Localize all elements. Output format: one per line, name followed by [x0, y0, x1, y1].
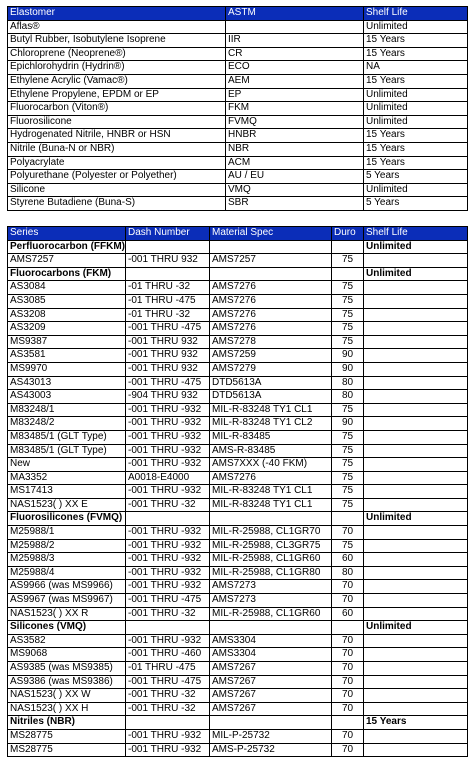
material-spec-cell: AMS7276: [210, 308, 332, 322]
duro-cell: 75: [332, 281, 364, 295]
series-cell: M83248/1: [8, 403, 126, 417]
table-row: [8, 88, 468, 102]
material-spec-cell: AMS7273: [210, 594, 332, 608]
shelf-life-cell: [364, 444, 468, 458]
section-row: [8, 267, 468, 281]
table-row: [8, 553, 468, 567]
series-cell: NAS1523( ) XX E: [8, 498, 126, 512]
shelf-life-cell: Unlimited: [364, 621, 468, 635]
table-row: [8, 281, 468, 295]
shelf-life-cell: [364, 254, 468, 268]
dash-number-cell: -001 THRU -32: [126, 498, 210, 512]
shelf-life-cell: [364, 349, 468, 363]
material-spec-cell: [210, 267, 332, 281]
dash-number-cell: -01 THRU -475: [126, 294, 210, 308]
table-row: [8, 362, 468, 376]
duro-cell: 70: [332, 729, 364, 743]
shelf-life-cell: [364, 281, 468, 295]
material-spec-cell: [210, 621, 332, 635]
material-spec-cell: MIL-R-25988, CL1GR60: [210, 553, 332, 567]
series-cell: Nitriles (NBR): [8, 716, 126, 730]
series-cell: MS9068: [8, 648, 126, 662]
duro-cell: 60: [332, 607, 364, 621]
table-row: [8, 61, 468, 75]
series-cell: AS9385 (was MS9385): [8, 662, 126, 676]
table-row: [8, 471, 468, 485]
elastomer-cell: Polyurethane (Polyester or Polyether): [8, 170, 226, 184]
material-spec-cell: MIL-R-83248 TY1 CL1: [210, 403, 332, 417]
shelf-life-cell: [364, 743, 468, 757]
elastomer-cell: Aflas®: [8, 20, 226, 34]
material-spec-cell: AMS7276: [210, 322, 332, 336]
material-spec-cell: MIL-R-83248 TY1 CL1: [210, 498, 332, 512]
dash-number-cell: -001 THRU 932: [126, 349, 210, 363]
dash-number-cell: -001 THRU -932: [126, 553, 210, 567]
table-row: [8, 607, 468, 621]
series-cell: AS3084: [8, 281, 126, 295]
shelf-life-cell: [364, 729, 468, 743]
shelf-life-cell: Unlimited: [364, 88, 468, 102]
series-cell: AS3209: [8, 322, 126, 336]
material-spec-cell: DTD5613A: [210, 390, 332, 404]
dash-number-cell: -01 THRU -475: [126, 662, 210, 676]
table-row: [8, 675, 468, 689]
dash-number-cell: -001 THRU 932: [126, 362, 210, 376]
astm-cell: EP: [226, 88, 364, 102]
series-cell: AMS7257: [8, 254, 126, 268]
shelf-life-cell: [364, 335, 468, 349]
duro-cell: 75: [332, 335, 364, 349]
astm-cell: ACM: [226, 156, 364, 170]
shelf-life-cell: 15 Years: [364, 74, 468, 88]
material-spec-cell: MIL-R-83248 TY1 CL1: [210, 485, 332, 499]
duro-cell: 80: [332, 376, 364, 390]
table-row: [8, 115, 468, 129]
table-row: [8, 197, 468, 211]
astm-cell: FKM: [226, 102, 364, 116]
table-row: [8, 689, 468, 703]
duro-cell: 70: [332, 648, 364, 662]
shelf-life-cell: [364, 376, 468, 390]
shelf-life-cell: [364, 553, 468, 567]
astm-cell: IIR: [226, 34, 364, 48]
duro-cell: 60: [332, 553, 364, 567]
dash-number-cell: -001 THRU -932: [126, 539, 210, 553]
table-row: [8, 485, 468, 499]
elastomer-table-body: [8, 7, 468, 211]
series-cell: M25988/1: [8, 526, 126, 540]
column-header: Elastomer: [8, 7, 226, 21]
dash-number-cell: -001 THRU -475: [126, 675, 210, 689]
dash-number-cell: -001 THRU -932: [126, 526, 210, 540]
material-spec-cell: AMS7267: [210, 702, 332, 716]
table-row: [8, 170, 468, 184]
dash-number-cell: -001 THRU -932: [126, 444, 210, 458]
series-cell: M25988/3: [8, 553, 126, 567]
series-cell: NAS1523( ) XX H: [8, 702, 126, 716]
material-spec-cell: [210, 240, 332, 254]
dash-number-cell: -001 THRU -932: [126, 417, 210, 431]
duro-cell: 90: [332, 417, 364, 431]
table-row: [8, 34, 468, 48]
material-spec-cell: [210, 716, 332, 730]
dash-number-cell: -001 THRU -460: [126, 648, 210, 662]
dash-number-cell: -001 THRU -932: [126, 458, 210, 472]
shelf-life-cell: 15 Years: [364, 716, 468, 730]
duro-cell: 80: [332, 390, 364, 404]
shelf-life-cell: 5 Years: [364, 197, 468, 211]
dash-number-cell: -001 THRU -932: [126, 403, 210, 417]
table-row: [8, 403, 468, 417]
duro-cell: [332, 267, 364, 281]
table-row: [8, 308, 468, 322]
dash-number-cell: -001 THRU -932: [126, 566, 210, 580]
astm-cell: AEM: [226, 74, 364, 88]
shelf-life-cell: [364, 648, 468, 662]
elastomer-shelf-life-table: [7, 6, 468, 211]
duro-cell: 70: [332, 580, 364, 594]
duro-cell: 75: [332, 458, 364, 472]
section-row: [8, 621, 468, 635]
series-cell: MS9387: [8, 335, 126, 349]
astm-cell: ECO: [226, 61, 364, 75]
shelf-life-cell: [364, 458, 468, 472]
duro-cell: [332, 621, 364, 635]
shelf-life-cell: Unlimited: [364, 267, 468, 281]
dash-number-cell: [126, 716, 210, 730]
shelf-life-cell: Unlimited: [364, 183, 468, 197]
material-spec-cell: MIL-R-25988, CL3GR75: [210, 539, 332, 553]
series-cell: AS9967 (was MS9967): [8, 594, 126, 608]
duro-cell: 75: [332, 444, 364, 458]
material-spec-cell: AMS7273: [210, 580, 332, 594]
dash-number-cell: -001 THRU -932: [126, 430, 210, 444]
shelf-life-cell: Unlimited: [364, 102, 468, 116]
elastomer-cell: Polyacrylate: [8, 156, 226, 170]
duro-cell: 90: [332, 349, 364, 363]
dash-number-cell: -001 THRU -932: [126, 580, 210, 594]
shelf-life-cell: [364, 308, 468, 322]
series-cell: Fluorocarbons (FKM): [8, 267, 126, 281]
series-spec-table: [7, 226, 468, 757]
series-cell: AS3581: [8, 349, 126, 363]
dash-number-cell: -001 THRU 932: [126, 335, 210, 349]
material-spec-cell: MIL-R-25988, CL1GR60: [210, 607, 332, 621]
dash-number-cell: [126, 267, 210, 281]
material-spec-cell: AMS-P-25732: [210, 743, 332, 757]
material-spec-cell: MIL-R-25988, CL1GR70: [210, 526, 332, 540]
table-row: [8, 662, 468, 676]
series-header-row: [8, 227, 468, 241]
series-cell: MS9970: [8, 362, 126, 376]
shelf-life-cell: [364, 594, 468, 608]
duro-cell: 75: [332, 539, 364, 553]
shelf-life-cell: [364, 498, 468, 512]
material-spec-cell: AMS7276: [210, 294, 332, 308]
series-cell: AS9966 (was MS9966): [8, 580, 126, 594]
shelf-life-cell: [364, 689, 468, 703]
astm-cell: AU / EU: [226, 170, 364, 184]
material-spec-cell: AMS-R-83485: [210, 444, 332, 458]
series-cell: MA3352: [8, 471, 126, 485]
table-row: [8, 580, 468, 594]
duro-cell: 75: [332, 471, 364, 485]
elastomer-cell: Ethylene Propylene, EPDM or EP: [8, 88, 226, 102]
table-row: [8, 417, 468, 431]
dash-number-cell: -01 THRU -32: [126, 281, 210, 295]
column-header: Dash Number: [126, 227, 210, 241]
table-row: [8, 183, 468, 197]
series-cell: MS17413: [8, 485, 126, 499]
series-cell: Silicones (VMQ): [8, 621, 126, 635]
column-header: Shelf Life: [364, 7, 468, 21]
table-row: [8, 376, 468, 390]
elastomer-cell: Hydrogenated Nitrile, HNBR or HSN: [8, 129, 226, 143]
table-row: [8, 47, 468, 61]
shelf-life-cell: 15 Years: [364, 156, 468, 170]
elastomer-cell: Ethylene Acrylic (Vamac®): [8, 74, 226, 88]
table-row: [8, 444, 468, 458]
series-cell: AS3208: [8, 308, 126, 322]
shelf-life-cell: NA: [364, 61, 468, 75]
table-row: [8, 254, 468, 268]
shelf-life-cell: [364, 526, 468, 540]
table-row: [8, 102, 468, 116]
shelf-life-cell: [364, 702, 468, 716]
elastomer-cell: Fluorosilicone: [8, 115, 226, 129]
series-cell: Fluorosilicones (FVMQ): [8, 512, 126, 526]
material-spec-cell: MIL-R-83485: [210, 430, 332, 444]
material-spec-cell: DTD5613A: [210, 376, 332, 390]
table-row: [8, 294, 468, 308]
material-spec-cell: MIL-R-25988, CL1GR80: [210, 566, 332, 580]
duro-cell: 70: [332, 526, 364, 540]
shelf-life-cell: [364, 471, 468, 485]
table-row: [8, 74, 468, 88]
column-header: Duro: [332, 227, 364, 241]
duro-cell: 70: [332, 743, 364, 757]
series-cell: AS9386 (was MS9386): [8, 675, 126, 689]
duro-cell: 75: [332, 430, 364, 444]
series-cell: NAS1523( ) XX R: [8, 607, 126, 621]
shelf-life-cell: Unlimited: [364, 20, 468, 34]
dash-number-cell: -001 THRU -932: [126, 634, 210, 648]
table-row: [8, 634, 468, 648]
material-spec-cell: AMS3304: [210, 648, 332, 662]
dash-number-cell: -001 THRU -932: [126, 743, 210, 757]
column-header: ASTM: [226, 7, 364, 21]
shelf-life-cell: 5 Years: [364, 170, 468, 184]
series-cell: M25988/4: [8, 566, 126, 580]
shelf-life-cell: 15 Years: [364, 34, 468, 48]
duro-cell: 70: [332, 689, 364, 703]
duro-cell: 75: [332, 254, 364, 268]
material-spec-cell: AMS7257: [210, 254, 332, 268]
duro-cell: 75: [332, 322, 364, 336]
material-spec-cell: MIL-P-25732: [210, 729, 332, 743]
duro-cell: 75: [332, 485, 364, 499]
material-spec-cell: AMS3304: [210, 634, 332, 648]
shelf-life-cell: [364, 634, 468, 648]
astm-cell: NBR: [226, 142, 364, 156]
material-spec-cell: AMS7XXX (-40 FKM): [210, 458, 332, 472]
series-cell: M83485/1 (GLT Type): [8, 444, 126, 458]
shelf-life-cell: [364, 362, 468, 376]
shelf-life-cell: 15 Years: [364, 129, 468, 143]
shelf-life-cell: 15 Years: [364, 47, 468, 61]
series-cell: New: [8, 458, 126, 472]
duro-cell: 70: [332, 634, 364, 648]
table-row: [8, 349, 468, 363]
duro-cell: 90: [332, 362, 364, 376]
shelf-life-cell: [364, 607, 468, 621]
shelf-life-cell: [364, 580, 468, 594]
table-row: [8, 539, 468, 553]
series-cell: MS28775: [8, 743, 126, 757]
table-row: [8, 498, 468, 512]
dash-number-cell: -01 THRU -32: [126, 308, 210, 322]
elastomer-cell: Nitrile (Buna-N or NBR): [8, 142, 226, 156]
dash-number-cell: -001 THRU -475: [126, 594, 210, 608]
table-row: [8, 156, 468, 170]
table-row: [8, 702, 468, 716]
section-row: [8, 512, 468, 526]
table-row: [8, 129, 468, 143]
series-cell: M25988/2: [8, 539, 126, 553]
dash-number-cell: -001 THRU -32: [126, 607, 210, 621]
table-row: [8, 743, 468, 757]
table-row: [8, 566, 468, 580]
shelf-life-cell: [364, 294, 468, 308]
dash-number-cell: -001 THRU -932: [126, 485, 210, 499]
series-cell: AS3085: [8, 294, 126, 308]
shelf-life-cell: Unlimited: [364, 240, 468, 254]
table-row: [8, 20, 468, 34]
table-row: [8, 335, 468, 349]
astm-cell: FVMQ: [226, 115, 364, 129]
material-spec-cell: AMS7278: [210, 335, 332, 349]
table-row: [8, 430, 468, 444]
table-row: [8, 142, 468, 156]
shelf-life-cell: [364, 539, 468, 553]
shelf-header-row: [8, 7, 468, 21]
series-cell: M83248/2: [8, 417, 126, 431]
shelf-life-cell: Unlimited: [364, 115, 468, 129]
elastomer-cell: Fluorocarbon (Viton®): [8, 102, 226, 116]
dash-number-cell: -001 THRU -932: [126, 729, 210, 743]
material-spec-cell: AMS7279: [210, 362, 332, 376]
material-spec-cell: [210, 512, 332, 526]
duro-cell: 75: [332, 403, 364, 417]
dash-number-cell: [126, 240, 210, 254]
duro-cell: 70: [332, 702, 364, 716]
shelf-life-cell: [364, 403, 468, 417]
duro-cell: 70: [332, 662, 364, 676]
material-spec-cell: AMS7276: [210, 281, 332, 295]
dash-number-cell: A0018-E4000: [126, 471, 210, 485]
table-row: [8, 648, 468, 662]
shelf-life-cell: [364, 417, 468, 431]
section-row: [8, 240, 468, 254]
duro-cell: [332, 512, 364, 526]
dash-number-cell: [126, 512, 210, 526]
table-row: [8, 526, 468, 540]
duro-cell: 70: [332, 594, 364, 608]
series-cell: AS3582: [8, 634, 126, 648]
shelf-life-cell: 15 Years: [364, 142, 468, 156]
table-row: [8, 458, 468, 472]
astm-cell: VMQ: [226, 183, 364, 197]
shelf-life-cell: [364, 322, 468, 336]
dash-number-cell: [126, 621, 210, 635]
duro-cell: 75: [332, 308, 364, 322]
shelf-life-cell: [364, 675, 468, 689]
series-table-body: [8, 227, 468, 757]
column-header: Material Spec: [210, 227, 332, 241]
dash-number-cell: -001 THRU -32: [126, 702, 210, 716]
elastomer-cell: Silicone: [8, 183, 226, 197]
elastomer-cell: Butyl Rubber, Isobutylene Isoprene: [8, 34, 226, 48]
dash-number-cell: -001 THRU -32: [126, 689, 210, 703]
section-row: [8, 716, 468, 730]
elastomer-cell: Chloroprene (Neoprene®): [8, 47, 226, 61]
material-spec-cell: AMS7267: [210, 689, 332, 703]
series-cell: AS43013: [8, 376, 126, 390]
table-row: [8, 390, 468, 404]
astm-cell: HNBR: [226, 129, 364, 143]
material-spec-cell: AMS7276: [210, 471, 332, 485]
series-cell: Perfluorocarbon (FFKM): [8, 240, 126, 254]
shelf-life-cell: [364, 566, 468, 580]
dash-number-cell: -904 THRU 932: [126, 390, 210, 404]
table-row: [8, 594, 468, 608]
material-spec-cell: MIL-R-83248 TY1 CL2: [210, 417, 332, 431]
duro-cell: [332, 240, 364, 254]
astm-cell: SBR: [226, 197, 364, 211]
series-cell: MS28775: [8, 729, 126, 743]
series-cell: M83485/1 (GLT Type): [8, 430, 126, 444]
table-row: [8, 322, 468, 336]
duro-cell: 75: [332, 294, 364, 308]
elastomer-cell: Epichlorohydrin (Hydrin®): [8, 61, 226, 75]
astm-cell: [226, 20, 364, 34]
dash-number-cell: -001 THRU -475: [126, 322, 210, 336]
column-header: Series: [8, 227, 126, 241]
duro-cell: 80: [332, 566, 364, 580]
shelf-life-cell: [364, 430, 468, 444]
dash-number-cell: -001 THRU -475: [126, 376, 210, 390]
material-spec-cell: AMS7267: [210, 675, 332, 689]
elastomer-cell: Styrene Butadiene (Buna-S): [8, 197, 226, 211]
material-spec-cell: AMS7259: [210, 349, 332, 363]
column-header: Shelf Life: [364, 227, 468, 241]
shelf-life-cell: [364, 662, 468, 676]
duro-cell: 70: [332, 675, 364, 689]
series-cell: NAS1523( ) XX W: [8, 689, 126, 703]
shelf-life-cell: [364, 485, 468, 499]
astm-cell: CR: [226, 47, 364, 61]
dash-number-cell: -001 THRU 932: [126, 254, 210, 268]
shelf-life-cell: Unlimited: [364, 512, 468, 526]
table-row: [8, 729, 468, 743]
series-cell: AS43003: [8, 390, 126, 404]
duro-cell: 75: [332, 498, 364, 512]
duro-cell: [332, 716, 364, 730]
shelf-life-cell: [364, 390, 468, 404]
material-spec-cell: AMS7267: [210, 662, 332, 676]
